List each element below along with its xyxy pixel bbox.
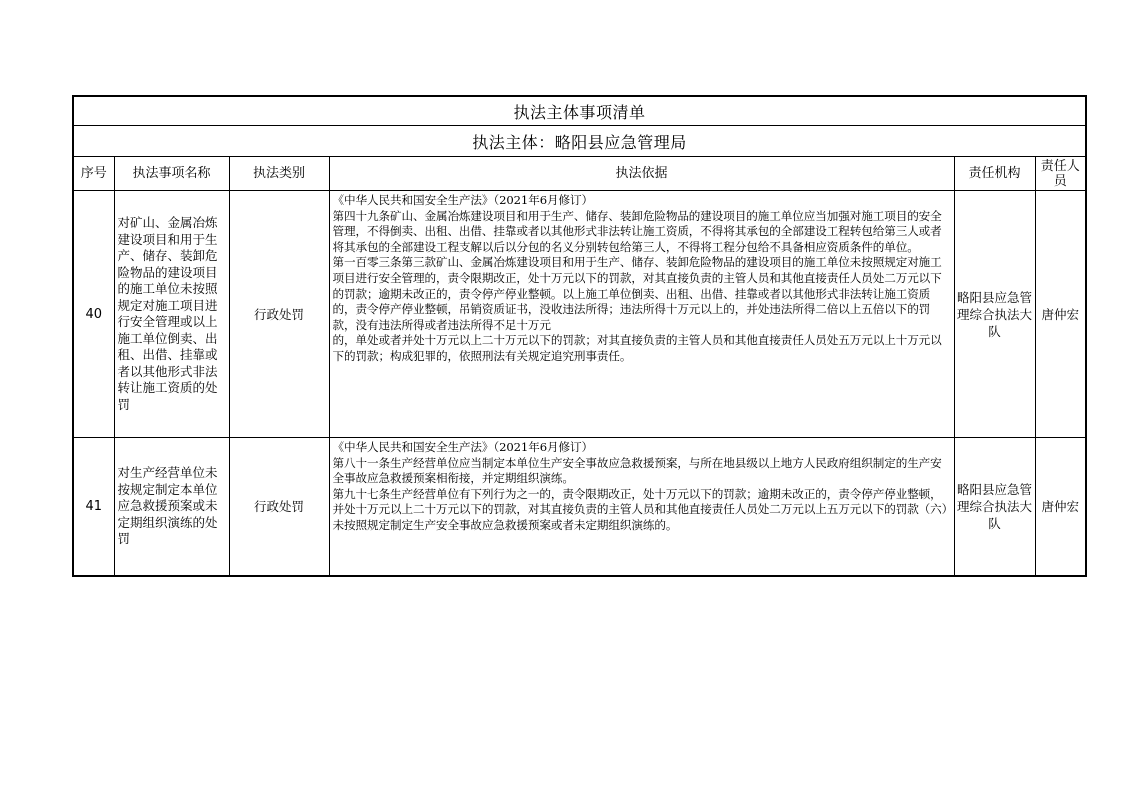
basis-article: 第四十九条矿山、金属冶炼建设项目和用于生产、储存、装卸危险物品的建设项目的施工单位应当加强对施工项目的安全管理，不得倒卖、出租、出借、挂靠或者以其他形式非法转让施工资质，不得将其承包的全部建设工程转包给第三人或者将其承包的全部建设工程支解以后以分包的名义分别转包给第三人，不得将工程分包给不具备相应资质条件的单位。	[332, 208, 942, 254]
enforcement-items-table	[72, 95, 1087, 577]
row-type: 行政处罚	[229, 191, 329, 438]
row-org: 略阳县应急管理综合执法大队	[954, 438, 1035, 576]
row-person: 唐仲宏	[1035, 191, 1086, 438]
row-item-name: 对生产经营单位未按规定制定本单位应急救援预案或未定期组织演练的处罚	[114, 438, 229, 576]
row-type: 行政处罚	[229, 438, 329, 576]
table-row	[73, 438, 1086, 576]
basis-article: 第一百零三条第三款矿山、金属冶炼建设项目和用于生产、储存、装卸危险物品的建设项目的施工单位未按照规定对施工项目进行安全管理的，责令限期改正，处十万元以下的罚款，对其直接负责的主管人员和其他直接责任人员处二万元以下的罚款；逾期未改正的，责令停产停业整顿。以上施工单位倒卖、出租、出借、挂靠或者以其他形式非法转让施工资质的，责令停产停业整顿，吊销资质证书，没收违法所得；违法所得十万元以上的，并处违法所得二倍以上五倍以下的罚款，没有违法所得或者违法所得不足十万元	[332, 255, 942, 332]
enforcement-subject: 执法主体：略阳县应急管理局	[73, 126, 1086, 157]
table-row	[73, 191, 1086, 438]
row-org: 略阳县应急管理综合执法大队	[954, 191, 1035, 438]
basis-law-title: 《中华人民共和国安全生产法》（2021年6月修订）	[332, 193, 593, 207]
row-basis	[329, 191, 954, 438]
row-item-name: 对矿山、金属冶炼建设项目和用于生产、储存、装卸危险物品的建设项目的施工单位未按照规定对施工项目进行安全管理或以上施工单位倒卖、出租、出借、挂靠或者以其他形式非法转让施工资质的处罚	[114, 191, 229, 438]
basis-law-title: 《中华人民共和国安全生产法》（2021年6月修订）	[332, 440, 593, 454]
header-org: 责任机构	[954, 157, 1035, 191]
header-row	[73, 157, 1086, 191]
row-seq: 40	[73, 191, 114, 438]
basis-article: 第八十一条生产经营单位应当制定本单位生产安全事故应急救援预案，与所在地县级以上地方人民政府组织制定的生产安全事故应急救援预案相衔接，并定期组织演练。	[332, 455, 942, 486]
header-person: 责任人员	[1035, 157, 1086, 191]
basis-article: 第九十七条生产经营单位有下列行为之一的，责令限期改正，处十万元以下的罚款；逾期未改正的，责令停产停业整顿，并处十万元以上二十万元以下的罚款，对其直接负责的主管人员和其他直接责任人员处二万元以上五万元以下的罚款（六）未按照规定制定生产安全事故应急救援预案或者未定期组织演练的。	[332, 486, 948, 532]
row-seq: 41	[73, 438, 114, 576]
header-basis: 执法依据	[329, 157, 954, 191]
row-basis	[329, 438, 954, 576]
header-seq: 序号	[73, 157, 114, 191]
document-title: 执法主体事项清单	[73, 96, 1086, 126]
basis-article: 的，单处或者并处十万元以上二十万元以下的罚款；对其直接负责的主管人员和其他直接责任人员处五万元以上十万元以下的罚款；构成犯罪的，依照刑法有关规定追究刑事责任。	[332, 333, 942, 363]
header-name: 执法事项名称	[114, 157, 229, 191]
row-person: 唐仲宏	[1035, 438, 1086, 576]
header-type: 执法类别	[229, 157, 329, 191]
